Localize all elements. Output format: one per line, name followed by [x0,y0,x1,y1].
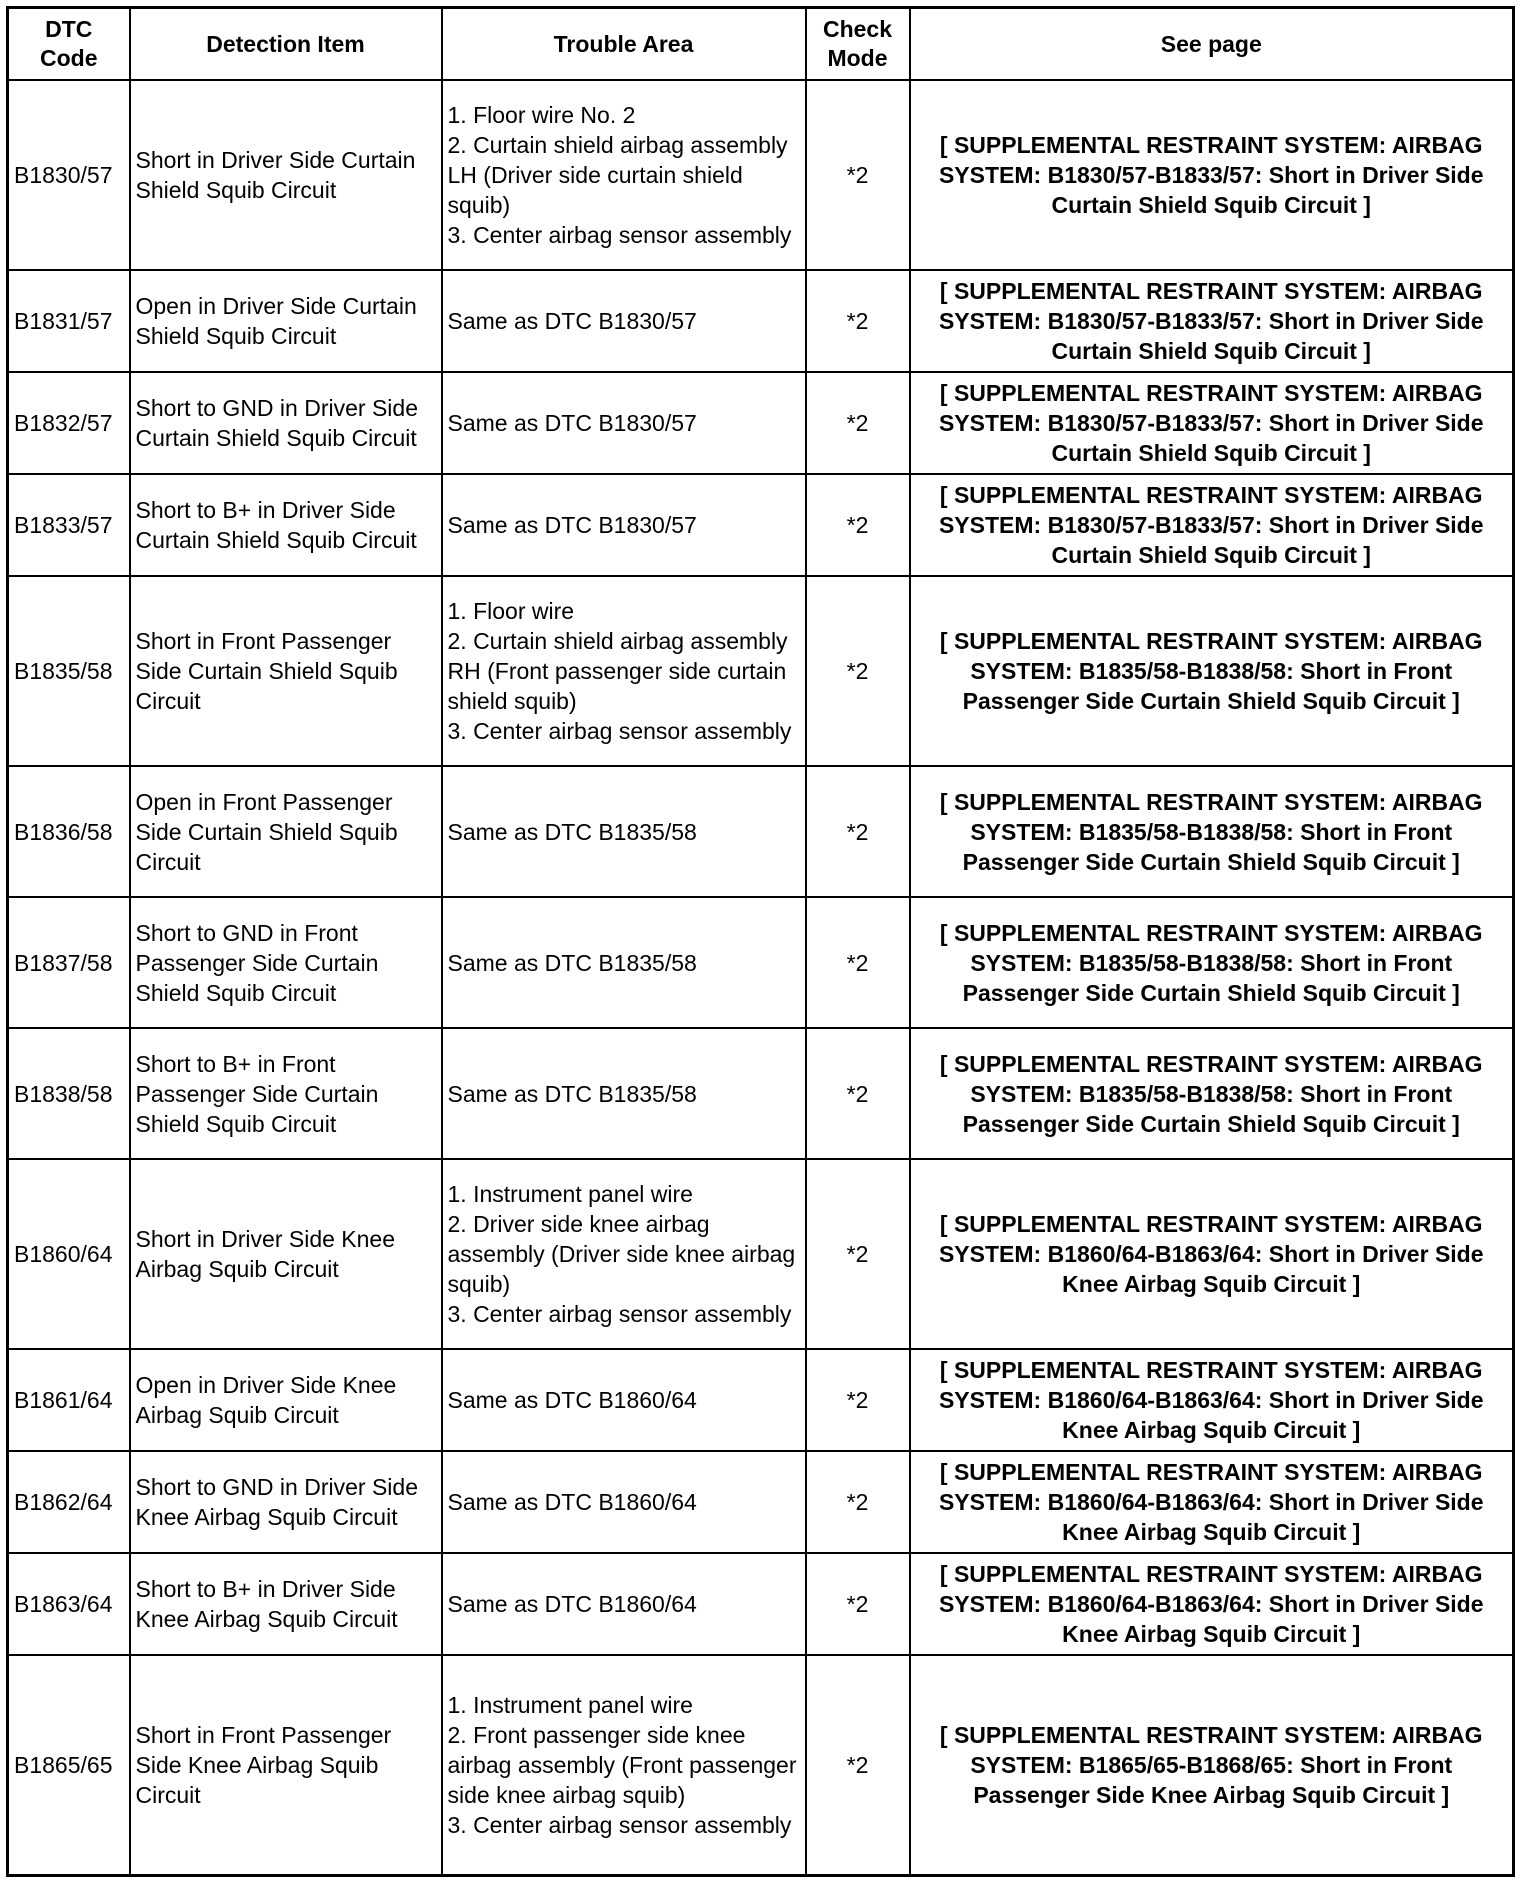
table-row [8,1349,1514,1451]
check-mode-cell: *2 [806,80,910,270]
dtc-code-cell: B1838/58 [8,1028,130,1159]
check-mode-cell: *2 [806,1349,910,1451]
trouble-area-cell [442,372,806,474]
dtc-code-cell: B1836/58 [8,766,130,897]
detection-item-cell: Open in Driver Side Curtain Shield Squib Circuit [130,270,442,372]
dtc-code-cell: B1863/64 [8,1553,130,1655]
trouble-area-line: 1. Floor wire No. 2 [447,102,636,128]
check-mode-cell: *2 [806,576,910,766]
see-page-link: [ SUPPLEMENTAL RESTRAINT SYSTEM: AIRBAG SYSTEM: B1830/57-B1833/57: Short in Driver Side Curtain Shield Squib Circuit ] [910,270,1514,372]
see-page-link: [ SUPPLEMENTAL RESTRAINT SYSTEM: AIRBAG SYSTEM: B1835/58-B1838/58: Short in Front Passenger Side Curtain Shield Squib Circuit ] [910,1028,1514,1159]
dtc-code-cell: B1862/64 [8,1451,130,1553]
table-row [8,1028,1514,1159]
trouble-area-line: Same as DTC B1830/57 [447,308,697,334]
dtc-code-cell: B1837/58 [8,897,130,1028]
check-mode-cell: *2 [806,474,910,576]
see-page-link: [ SUPPLEMENTAL RESTRAINT SYSTEM: AIRBAG SYSTEM: B1860/64-B1863/64: Short in Driver Side Knee Airbag Squib Circuit ] [910,1451,1514,1553]
header-row [8,8,1514,81]
header-see-page: See page [910,8,1514,81]
trouble-area-cell [442,1553,806,1655]
dtc-code-cell: B1833/57 [8,474,130,576]
table-row [8,1553,1514,1655]
dtc-code-cell: B1861/64 [8,1349,130,1451]
detection-item-cell: Short in Front Passenger Side Knee Airbag Squib Circuit [130,1655,442,1875]
trouble-area-line: 2. Curtain shield airbag assembly RH (Front passenger side curtain shield squib) [447,628,788,714]
check-mode-cell: *2 [806,1028,910,1159]
header-trouble-area: Trouble Area [442,8,806,81]
see-page-link: [ SUPPLEMENTAL RESTRAINT SYSTEM: AIRBAG SYSTEM: B1860/64-B1863/64: Short in Driver Side Knee Airbag Squib Circuit ] [910,1349,1514,1451]
see-page-link: [ SUPPLEMENTAL RESTRAINT SYSTEM: AIRBAG SYSTEM: B1860/64-B1863/64: Short in Driver Side Knee Airbag Squib Circuit ] [910,1553,1514,1655]
table-row [8,474,1514,576]
header-detection-item: Detection Item [130,8,442,81]
dtc-code-cell: B1832/57 [8,372,130,474]
dtc-code-cell: B1865/65 [8,1655,130,1875]
table-row [8,80,1514,270]
detection-item-cell: Open in Front Passenger Side Curtain Shield Squib Circuit [130,766,442,897]
check-mode-cell: *2 [806,897,910,1028]
detection-item-cell: Short to B+ in Driver Side Curtain Shield Squib Circuit [130,474,442,576]
see-page-link: [ SUPPLEMENTAL RESTRAINT SYSTEM: AIRBAG SYSTEM: B1835/58-B1838/58: Short in Front Passenger Side Curtain Shield Squib Circuit ] [910,766,1514,897]
detection-item-cell: Short to B+ in Driver Side Knee Airbag Squib Circuit [130,1553,442,1655]
see-page-link: [ SUPPLEMENTAL RESTRAINT SYSTEM: AIRBAG SYSTEM: B1860/64-B1863/64: Short in Driver Side Knee Airbag Squib Circuit ] [910,1159,1514,1349]
trouble-area-line: 1. Instrument panel wire [447,1691,693,1718]
trouble-area-line: 2. Curtain shield airbag assembly LH (Driver side curtain shield squib) [447,132,788,218]
see-page-link: [ SUPPLEMENTAL RESTRAINT SYSTEM: AIRBAG SYSTEM: B1835/58-B1838/58: Short in Front Passenger Side Curtain Shield Squib Circuit ] [910,576,1514,766]
trouble-area-line: Same as DTC B1860/64 [447,1489,697,1515]
table-row [8,372,1514,474]
detection-item-cell: Short in Driver Side Curtain Shield Squib Circuit [130,80,442,270]
check-mode-cell: *2 [806,1159,910,1349]
see-page-link: [ SUPPLEMENTAL RESTRAINT SYSTEM: AIRBAG SYSTEM: B1830/57-B1833/57: Short in Driver Side Curtain Shield Squib Circuit ] [910,474,1514,576]
check-mode-cell: *2 [806,1451,910,1553]
trouble-area-line: Same as DTC B1860/64 [447,1591,697,1617]
dtc-code-cell: B1831/57 [8,270,130,372]
see-page-link: [ SUPPLEMENTAL RESTRAINT SYSTEM: AIRBAG SYSTEM: B1835/58-B1838/58: Short in Front Passenger Side Curtain Shield Squib Circuit ] [910,897,1514,1028]
trouble-area-line: 3. Center airbag sensor assembly [447,222,792,248]
header-dtc-code: DTC Code [8,8,130,81]
table-row [8,270,1514,372]
trouble-area-cell [442,897,806,1028]
trouble-area-line: Same as DTC B1835/58 [447,1080,697,1107]
table-row [8,766,1514,897]
dtc-code-cell: B1830/57 [8,80,130,270]
trouble-area-cell [442,270,806,372]
table-row [8,1159,1514,1349]
see-page-link: [ SUPPLEMENTAL RESTRAINT SYSTEM: AIRBAG SYSTEM: B1865/65-B1868/65: Short in Front Passenger Side Knee Airbag Squib Circuit ] [910,1655,1514,1875]
trouble-area-cell [442,80,806,270]
trouble-area-line: Same as DTC B1835/58 [447,818,697,845]
check-mode-cell: *2 [806,372,910,474]
trouble-area-line: 3. Center airbag sensor assembly [447,1811,792,1838]
table-row [8,1655,1514,1875]
check-mode-cell: *2 [806,1553,910,1655]
header-check-mode: Check Mode [806,8,910,81]
trouble-area-line: 2. Front passenger side knee airbag assembly (Front passenger side knee airbag squib) [447,1721,797,1808]
detection-item-cell: Short to B+ in Front Passenger Side Curtain Shield Squib Circuit [130,1028,442,1159]
trouble-area-cell [442,766,806,897]
trouble-area-line: Same as DTC B1830/57 [447,512,697,538]
table-row [8,576,1514,766]
trouble-area-cell [442,474,806,576]
table-row [8,897,1514,1028]
trouble-area-line: Same as DTC B1830/57 [447,410,697,436]
dtc-table [6,6,1515,1877]
detection-item-cell: Open in Driver Side Knee Airbag Squib Circuit [130,1349,442,1451]
trouble-area-cell [442,1028,806,1159]
detection-item-cell: Short to GND in Front Passenger Side Curtain Shield Squib Circuit [130,897,442,1028]
trouble-area-cell [442,1349,806,1451]
detection-item-cell: Short to GND in Driver Side Curtain Shield Squib Circuit [130,372,442,474]
see-page-link: [ SUPPLEMENTAL RESTRAINT SYSTEM: AIRBAG SYSTEM: B1830/57-B1833/57: Short in Driver Side Curtain Shield Squib Circuit ] [910,372,1514,474]
dtc-code-cell: B1860/64 [8,1159,130,1349]
detection-item-cell: Short in Front Passenger Side Curtain Shield Squib Circuit [130,576,442,766]
check-mode-cell: *2 [806,1655,910,1875]
table-body [8,80,1514,1875]
trouble-area-cell [442,1159,806,1349]
trouble-area-line: 1. Floor wire [447,598,575,624]
detection-item-cell: Short in Driver Side Knee Airbag Squib Circuit [130,1159,442,1349]
see-page-link: [ SUPPLEMENTAL RESTRAINT SYSTEM: AIRBAG SYSTEM: B1830/57-B1833/57: Short in Driver Side Curtain Shield Squib Circuit ] [910,80,1514,270]
dtc-code-cell: B1835/58 [8,576,130,766]
trouble-area-line: Same as DTC B1860/64 [447,1387,697,1413]
trouble-area-line: 3. Center airbag sensor assembly [447,718,792,744]
check-mode-cell: *2 [806,270,910,372]
trouble-area-line: Same as DTC B1835/58 [447,949,697,976]
trouble-area-cell [442,576,806,766]
trouble-area-line: 3. Center airbag sensor assembly [447,1301,792,1327]
check-mode-cell: *2 [806,766,910,897]
trouble-area-line: 1. Instrument panel wire [447,1181,693,1207]
trouble-area-line: 2. Driver side knee airbag assembly (Driver side knee airbag squib) [447,1211,796,1297]
trouble-area-cell [442,1451,806,1553]
table-row [8,1451,1514,1553]
trouble-area-cell [442,1655,806,1875]
detection-item-cell: Short to GND in Driver Side Knee Airbag Squib Circuit [130,1451,442,1553]
